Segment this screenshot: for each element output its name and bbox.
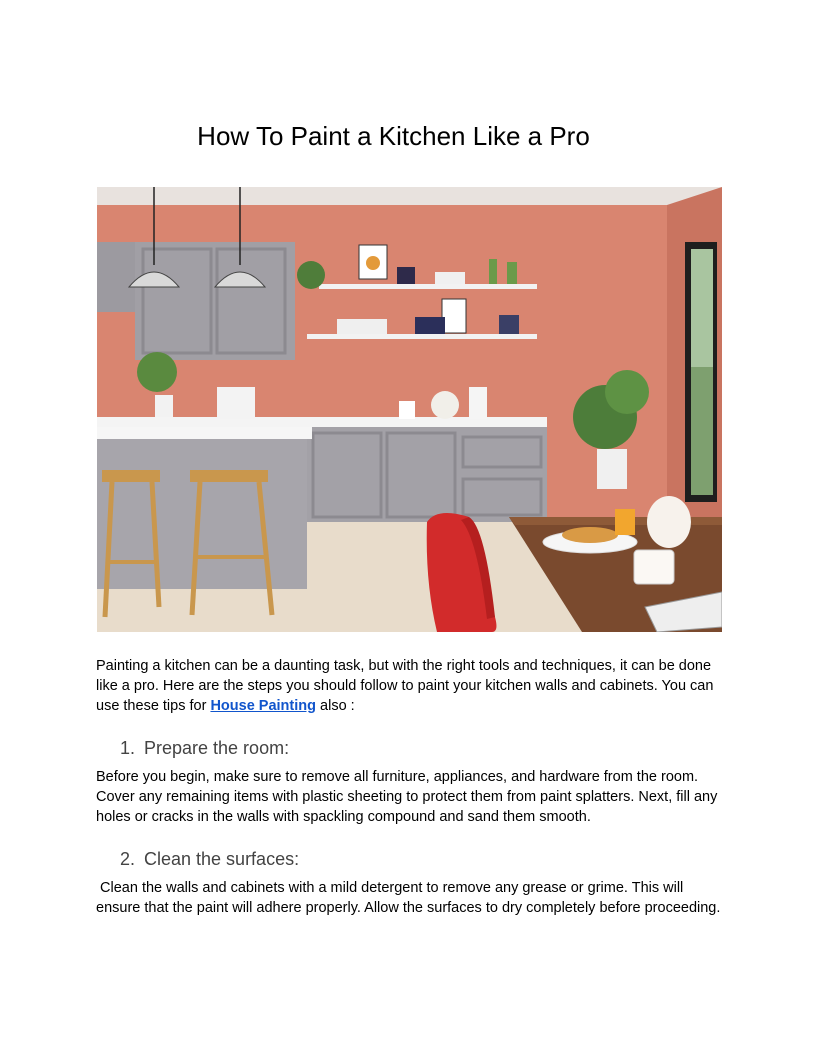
- intro-text: Painting a kitchen can be a daunting task, but with the right tools and techniques, it can be done like a pro. Here are the steps you should follow to paint your kitchen walls and cabinets. You can use these tips for: [96, 658, 714, 714]
- article-title: How To Paint a Kitchen Like a Pro: [197, 121, 590, 151]
- step-body-clean: Clean the walls and cabinets with a mild detergent to remove any grease or grime. This will ensure that the paint will adhere properly. Allow the surfaces to dry completely before proceeding.: [96, 880, 721, 916]
- step-title: Clean the surfaces:: [144, 849, 300, 869]
- step-number: 2.: [120, 849, 136, 869]
- step-title: Prepare the room:: [144, 738, 290, 758]
- step-number: 1.: [120, 738, 136, 758]
- intro-paragraph: [96, 656, 726, 716]
- intro-text-end: also :: [316, 698, 355, 714]
- step-heading-prepare: [120, 738, 289, 759]
- kitchen-photo: [97, 187, 722, 632]
- step-heading-clean: [120, 849, 299, 870]
- step-body-prepare: Before you begin, make sure to remove all furniture, appliances, and hardware from the room. Cover any remaining items with plastic sheeting to protect them from paint splatters. Next, fill any holes or cracks in the walls with spackling compound and sand them smooth.: [96, 769, 718, 825]
- house-painting-link[interactable]: House Painting: [210, 698, 316, 714]
